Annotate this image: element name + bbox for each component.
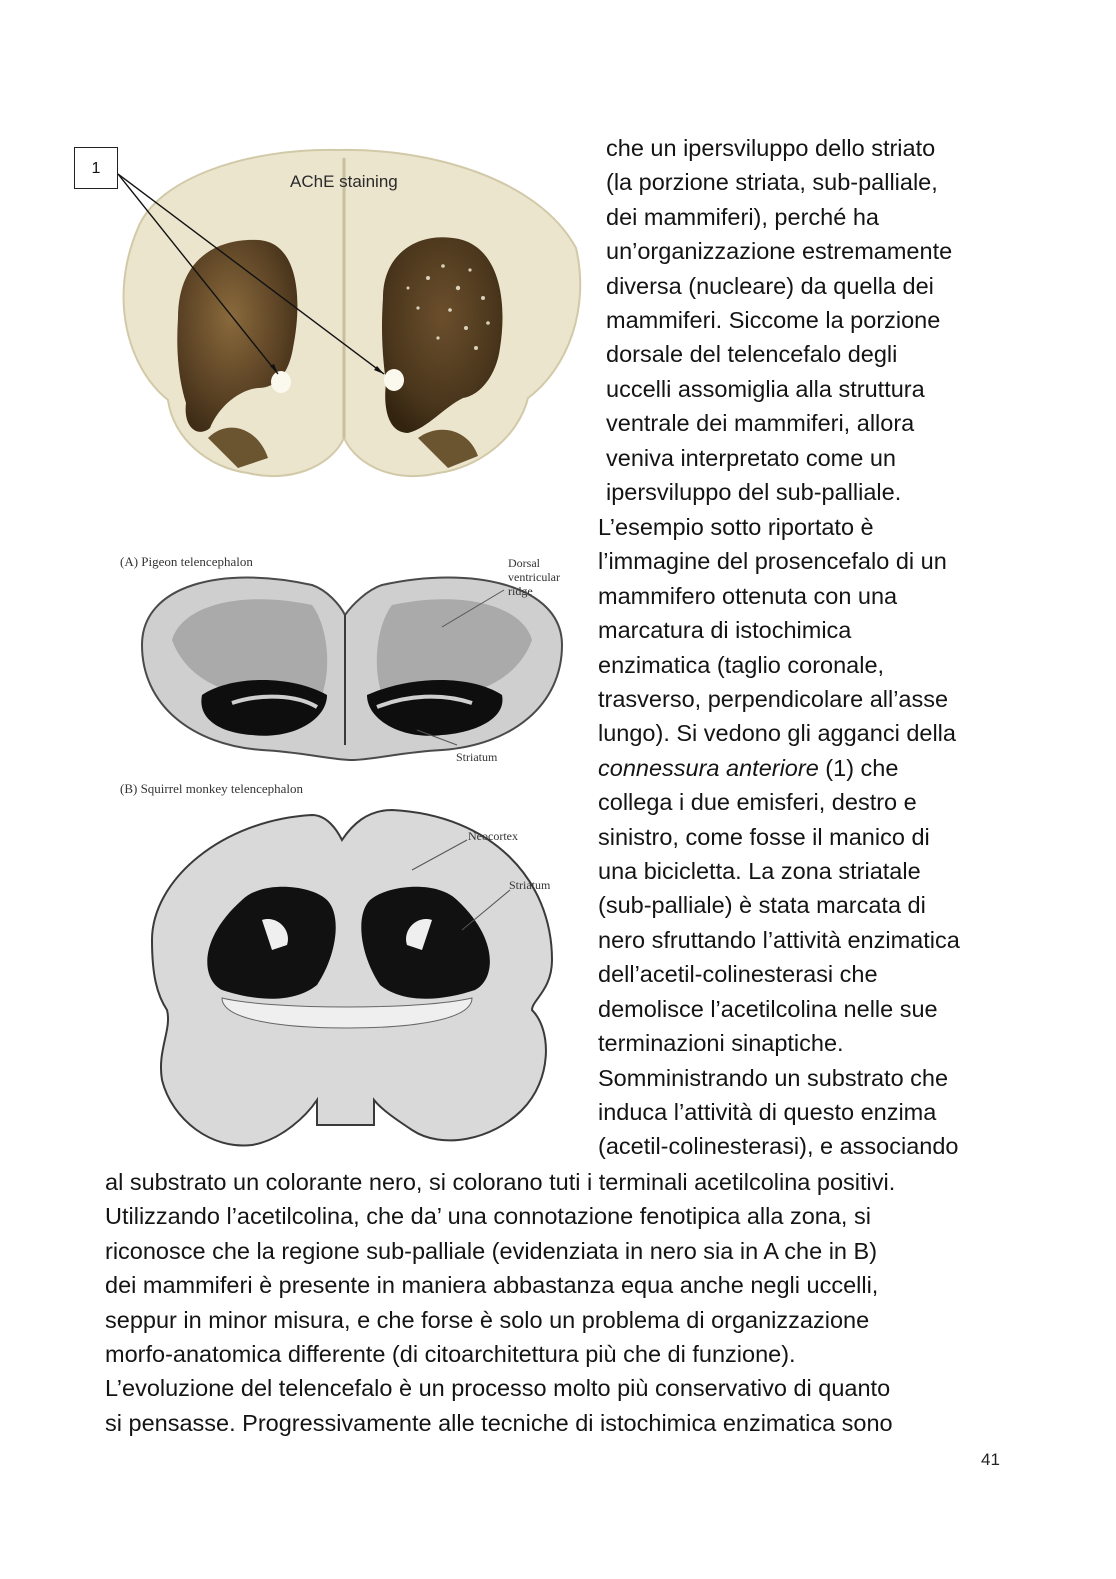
text-line: nero sfruttando l’attività enzimatica [598, 926, 960, 953]
text-line: terminazioni sinaptiche. [598, 1030, 844, 1057]
text-line: seppur in minor misura, e che forse è solo un problema di organizzazione [105, 1306, 870, 1333]
text-column-middle [598, 510, 960, 1164]
text-line-italic [598, 751, 960, 785]
label-dorsal-line: ridge [508, 584, 533, 598]
text-line: diversa (nucleare) da quella dei [606, 272, 934, 299]
text-line: ventrale dei mammiferi, allora [606, 410, 915, 437]
label-dorsal-line: Dorsal [508, 556, 540, 570]
text-line: l’immagine del prosencefalo di un [598, 548, 947, 575]
text-line: (acetil-colinesterasi), e associando [598, 1133, 959, 1160]
page-number: 41 [981, 1450, 1000, 1469]
text-line: un’organizzazione estremamente [606, 238, 953, 265]
label-neocortex: Neocortex [468, 829, 518, 843]
label-dorsal-ventricular-ridge [508, 556, 588, 598]
text-line: dorsale del telencefalo degli [606, 341, 898, 368]
text-line: Utilizzando l’acetilcolina, che da’ una connotazione fenotipica alla zona, si [105, 1203, 871, 1230]
text-line: mammifero ottenuta con una [598, 582, 898, 609]
text-full-width [105, 1165, 895, 1440]
text-line: mammiferi. Siccome la porzione [606, 307, 941, 334]
text-line: L’esempio sotto riportato è [598, 514, 874, 540]
label-dorsal-line: ventricular [508, 570, 560, 584]
italic-term: connessura anteriore [598, 754, 819, 781]
text-line: marcatura di istochimica [598, 617, 852, 644]
caption-squirrel-monkey: (B) Squirrel monkey telencephalon [120, 781, 304, 796]
text-line: (sub-palliale) è stata marcata di [598, 892, 926, 919]
figure-label-box: 1 [74, 147, 118, 189]
text-line: dei mammiferi è presente in maniera abbastanza equa anche negli uccelli, [105, 1272, 879, 1299]
ache-staining-title: AChE staining [290, 172, 398, 191]
text-line: enzimatica (taglio coronale, [598, 651, 885, 678]
text-line: induca l’attività di questo enzima [598, 1098, 937, 1125]
text-line: dei mammiferi), perché ha [606, 203, 879, 230]
text-line: sinistro, come fosse il manico di [598, 823, 930, 850]
text-line: uccelli assomiglia alla struttura [606, 375, 925, 402]
text-column-top [606, 131, 952, 509]
text-line: morfo-anatomica differente (di citoarchitettura più che di funzione). [105, 1341, 796, 1368]
caption-pigeon: (A) Pigeon telencephalon [120, 554, 253, 569]
text-line: veniva interpretato come un [606, 444, 896, 471]
text-line: dell’acetil-colinesterasi che [598, 961, 878, 988]
text-line: al substrato un colorante nero, si colorano tuti i terminali acetilcolina positivi. [105, 1169, 896, 1195]
text-line: una bicicletta. La zona striatale [598, 858, 921, 885]
text-line: si pensasse. Progressivamente alle tecniche di istochimica enzimatica sono [105, 1409, 893, 1436]
text-line: riconosce che la regione sub-palliale (evidenziata in nero sia in A che in B) [105, 1237, 878, 1264]
text-line: ipersviluppo del sub-palliale. [606, 479, 902, 506]
text-line: collega i due emisferi, destro e [598, 789, 917, 816]
text-line: Somministrando un substrato che [598, 1064, 949, 1091]
text-line: trasverso, perpendicolare all’asse [598, 686, 949, 713]
text-line: L’evoluzione del telencefalo è un processo molto più conservativo di quanto [105, 1375, 891, 1402]
label-striatum-monkey: Striatum [509, 878, 551, 892]
text-line: demolisce l’acetilcolina nelle sue [598, 995, 938, 1022]
text-line: (la porzione striata, sub-palliale, [606, 169, 938, 196]
label-striatum-pigeon: Striatum [456, 750, 498, 764]
text-line: che un ipersviluppo dello striato [606, 135, 936, 161]
text-line: lungo). Si vedono gli agganci della [598, 720, 956, 747]
italic-suffix: (1) che [818, 754, 899, 781]
